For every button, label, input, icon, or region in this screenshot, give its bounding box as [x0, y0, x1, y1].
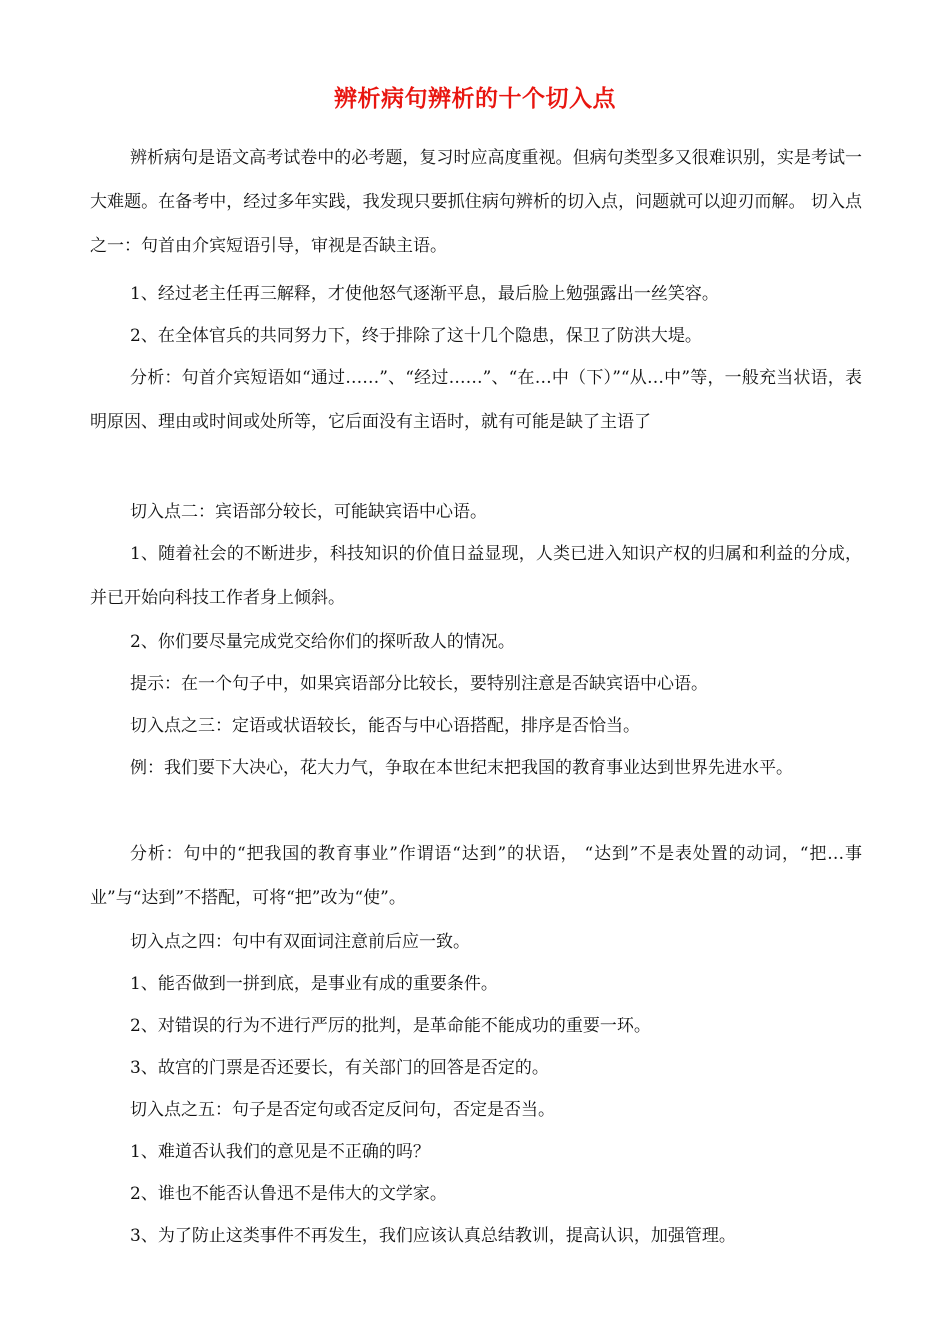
- paragraph-point-5-example-1: 1、难道否认我们的意见是不正确的吗？: [130, 1142, 430, 1162]
- paragraph-point-3: 切入点之三：定语或状语较长，能否与中心语搭配，排序是否恰当。: [130, 716, 640, 736]
- paragraph-point-2: 切入点二：宾语部分较长，可能缺宾语中心语。: [130, 502, 487, 522]
- paragraph-point-2-example-1: 1、随着社会的不断进步，科技知识的价值日益显现，人类已进入知识产权的归属和利益的分成，并已开始向科技工作者身上倾斜。: [90, 544, 862, 608]
- paragraph-example-1: 1、经过老主任再三解释，才使他怒气逐渐平息，最后脸上勉强露出一丝笑容。: [130, 284, 719, 304]
- paragraph-analysis-2: 分析：句中的“把我国的教育事业”作谓语“达到”的状语， “达到”不是表处置的动词，“把…事业”与“达到”不搭配，可将“把”改为“使”。: [90, 844, 862, 908]
- paragraph-point-4-example-1: 1、能否做到一拼到底，是事业有成的重要条件。: [130, 974, 498, 994]
- paragraph-point-2-example-2: 2、你们要尽量完成党交给你们的探听敌人的情况。: [130, 632, 515, 652]
- paragraph-point-5-example-2: 2、谁也不能否认鲁迅不是伟大的文学家。: [130, 1184, 447, 1204]
- paragraph-point-5-example-3: 3、为了防止这类事件不再发生，我们应该认真总结教训，提高认识，加强管理。: [130, 1226, 736, 1246]
- paragraph-point-4-example-3: 3、故宫的门票是否还要长，有关部门的回答是否定的。: [130, 1058, 549, 1078]
- paragraph-example-2: 2、在全体官兵的共同努力下，终于排除了这十几个隐患，保卫了防洪大堤。: [130, 326, 702, 346]
- paragraph-tip: 提示：在一个句子中，如果宾语部分比较长，要特别注意是否缺宾语中心语。: [130, 674, 708, 694]
- paragraph-point-4-example-2: 2、对错误的行为不进行严厉的批判，是革命能不能成功的重要一环。: [130, 1016, 651, 1036]
- paragraph-intro: 辨析病句是语文高考试卷中的必考题，复习时应高度重视。但病句类型多又很难识别，实是考试一大难题。在备考中，经过多年实践，我发现只要抓住病句辨析的切入点，问题就可以迎刃而解。 切入点之一：句首由介宾短语引导，审视是否缺主语。: [90, 148, 862, 256]
- paragraph-point-4: 切入点之四：句中有双面词注意前后应一致。: [130, 932, 470, 952]
- paragraph-point-3-example: 例：我们要下大决心，花大力气，争取在本世纪末把我国的教育事业达到世界先进水平。: [130, 758, 793, 778]
- paragraph-analysis-1: 分析：句首介宾短语如“通过……”、“经过……”、“在…中（下）”“从…中”等，一般充当状语，表明原因、理由或时间或处所等，它后面没有主语时，就有可能是缺了主语了: [90, 368, 862, 432]
- document-title: 辨析病句辨析的十个切入点: [334, 85, 616, 112]
- paragraph-point-5: 切入点之五：句子是否定句或否定反问句，否定是否当。: [130, 1100, 555, 1120]
